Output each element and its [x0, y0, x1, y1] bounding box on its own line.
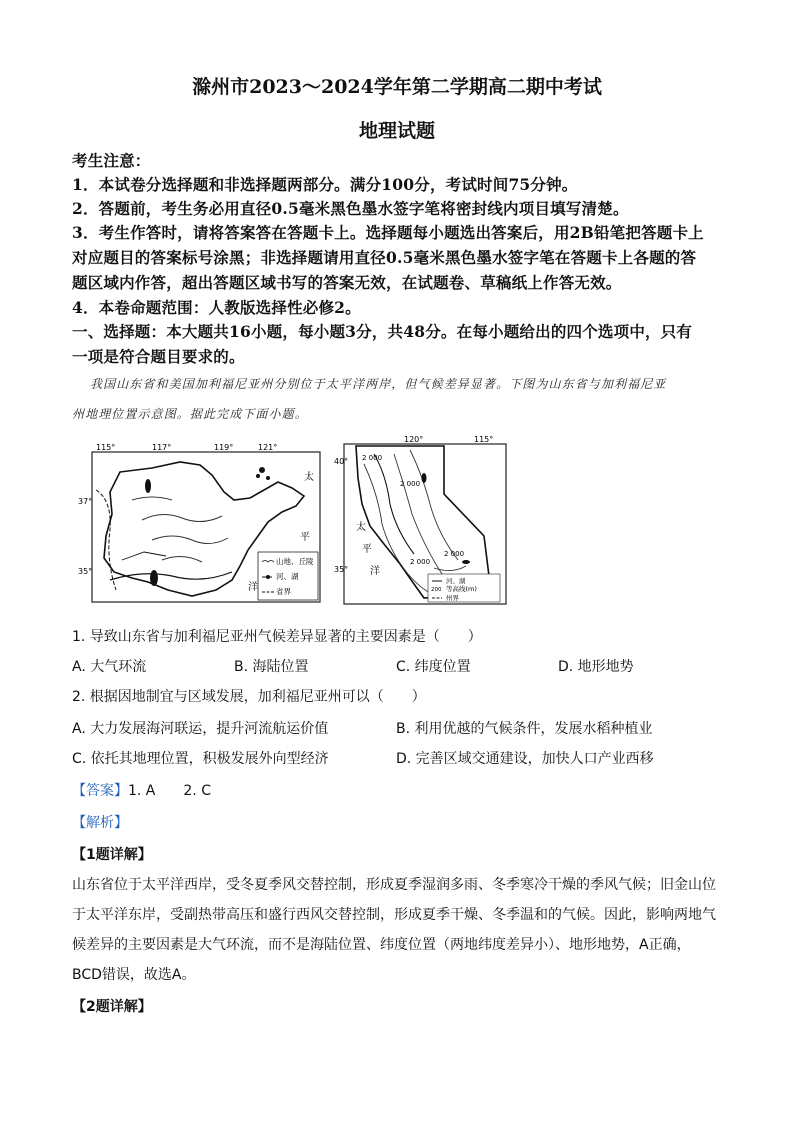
- lon-label: 117°: [152, 443, 172, 452]
- sea-label: 太: [304, 472, 314, 483]
- lat-label: 35°: [334, 565, 349, 574]
- q1-option-a: A. 大气环流: [72, 659, 147, 675]
- section-heading: 一、选择题：本大题共16小题，每小题3分，共48分。在每小题给出的四个选项中，只有: [72, 322, 693, 341]
- lon-label: 119°: [214, 443, 234, 452]
- sea-label: 洋: [248, 582, 258, 593]
- legend-river: 河、湖: [276, 572, 299, 581]
- sea-label: 平: [362, 544, 372, 555]
- sea-label: 太: [356, 522, 366, 533]
- notice-heading: 考生注意：: [72, 151, 151, 170]
- california-map: [334, 434, 514, 612]
- q2-option-c: C. 依托其地理位置，积极发展外向型经济: [72, 751, 329, 767]
- legend-river: 河、湖: [446, 577, 466, 585]
- question-1-stem: 1. 导致山东省与加利福尼亚州气候差异显著的主要因素是（ ）: [72, 629, 482, 645]
- analysis-label: 【解析】: [72, 815, 128, 831]
- analysis-paragraph: 于太平洋东岸，受副热带高压和盛行西风交替控制，形成夏季干燥、冬季温和的气候。因此，影响两地气: [72, 907, 716, 923]
- legend-border: 省界: [276, 587, 291, 596]
- lat-label: 40°: [334, 457, 349, 466]
- notice-line: 对应题目的答案标号涂黑；非选择题请用直径0.5毫米黑色墨水签字笔在答题卡上各题的答: [72, 248, 697, 267]
- notice-line: 2．答题前，考生务必用直径0.5毫米黑色墨水签字笔将密封线内项目填写清楚。: [72, 199, 629, 218]
- exam-subtitle: 地理试题: [358, 120, 435, 142]
- lat-label: 37°: [78, 497, 93, 506]
- legend-contour-value: 200: [431, 587, 442, 593]
- notice-line: 4．本卷命题范围：人教版选择性必修2。: [72, 298, 361, 317]
- q1-option-d: D. 地形地势: [558, 659, 634, 675]
- question-stem: 州地理位置示意图。据此完成下面小题。: [72, 407, 308, 421]
- lat-label: 35°: [78, 567, 93, 576]
- lon-label: 120°: [404, 435, 424, 444]
- answer-values: 1. A 2. C: [128, 783, 211, 799]
- sea-label: 平: [300, 532, 310, 543]
- q2-detail-label: 【2题详解】: [72, 999, 152, 1015]
- exam-title: 滁州市2023～2024学年第二学期高二期中考试: [192, 76, 602, 98]
- analysis-paragraph: 山东省位于太平洋西岸，受冬夏季风交替控制，形成夏季湿润多雨、冬季寒冷干燥的季风气候；旧金山位: [72, 877, 716, 893]
- contour-label: 2 000: [444, 550, 465, 558]
- sea-label: 洋: [370, 566, 380, 577]
- legend-border: 州界: [446, 594, 459, 602]
- analysis-paragraph: 候差异的主要因素是大气环流，而不是海陆位置、纬度位置（两地纬度差异小）、地形地势，A正确，: [72, 937, 691, 953]
- legend-mountain: 山地、丘陵: [276, 557, 314, 566]
- lon-label: 115°: [96, 443, 116, 452]
- contour-label: 2 000: [410, 558, 431, 566]
- contour-label: 2 000: [400, 480, 421, 488]
- shandong-map: [78, 440, 332, 610]
- analysis-paragraph: BCD错误，故选A。: [72, 967, 196, 983]
- q2-option-b: B. 利用优越的气候条件，发展水稻种植业: [396, 721, 653, 737]
- q1-option-c: C. 纬度位置: [396, 659, 471, 675]
- q2-option-d: D. 完善区域交通建设，加快人口产业西移: [396, 751, 654, 767]
- contour-label: 2 000: [362, 454, 383, 462]
- notice-line: 3．考生作答时，请将答案答在答题卡上。选择题每小题选出答案后，用2B铅笔把答题卡上: [72, 223, 704, 242]
- answer-label: 【答案】: [72, 783, 128, 799]
- question-2-stem: 2. 根据因地制宜与区域发展，加利福尼亚州可以（ ）: [72, 689, 426, 705]
- legend-contour: 等高线(m): [446, 585, 477, 593]
- q1-detail-label: 【1题详解】: [72, 847, 152, 863]
- section-heading: 一项是符合题目要求的。: [72, 347, 245, 366]
- question-stem: 我国山东省和美国加利福尼亚州分别位于太平洋两岸，但气候差异显著。下图为山东省与加利福尼亚: [90, 377, 667, 391]
- q1-option-b: B. 海陆位置: [234, 659, 309, 675]
- notice-line: 题区域内作答，超出答题区域书写的答案无效，在试题卷、草稿纸上作答无效。: [72, 273, 622, 292]
- answer-line: [72, 780, 211, 800]
- q2-option-a: A. 大力发展海河联运，提升河流航运价值: [72, 721, 329, 737]
- lon-label: 115°: [474, 435, 494, 444]
- notice-line: 1．本试卷分选择题和非选择题两部分。满分100分，考试时间75分钟。: [72, 175, 578, 194]
- lon-label: 121°: [258, 443, 278, 452]
